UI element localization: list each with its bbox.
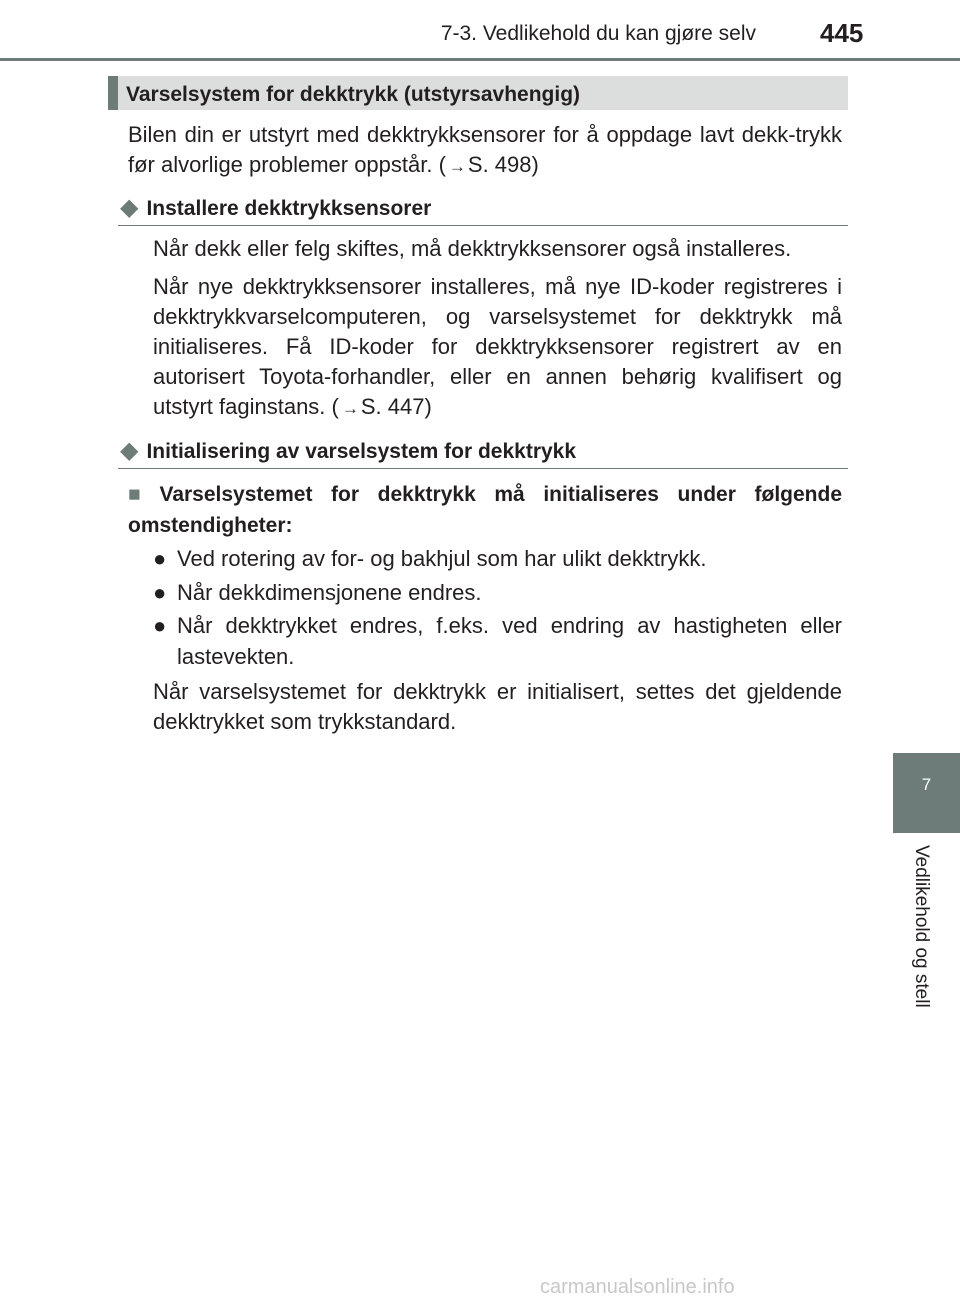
section2-rule: [118, 468, 848, 469]
page-number: 445: [820, 18, 864, 48]
section2-heading-text: Initialisering av varselsystem for dekktrykk: [146, 440, 577, 463]
list-item: [153, 610, 842, 672]
intro-text: Bilen din er utstyrt med dekktrykksensorer for å oppdage lavt dekk-trykk før alvorlige problemer oppstår. (: [128, 122, 842, 177]
arrow-right-icon: →: [341, 399, 359, 418]
section1-heading-text: Installere dekktrykksensorer: [146, 197, 432, 220]
section1-para2-text: Når nye dekktrykksensorer installeres, må nye ID-koder registreres i dekktrykkvarselcomputeren, og varselsystemet for dekktrykk må initialiseres. Få ID-koder for dekktrykksensorer registrert av en autorisert Toyota-forhandler, eller en annen behørig kvalifisert og utstyrt faginstans. (: [153, 274, 842, 419]
list-item: [153, 543, 842, 574]
bullet-dot-icon: ●: [153, 546, 167, 571]
bullet-dot-icon: ●: [153, 613, 167, 638]
diamond-icon: ◆: [120, 437, 139, 464]
section-header: 7-3. Vedlikehold du kan gjøre selv: [440, 22, 756, 45]
section1-ref-link[interactable]: S. 447): [360, 394, 432, 419]
section1-para2: [153, 272, 842, 424]
list-item-text: Ved rotering av for- og bakhjul som har ulikt dekktrykk.: [177, 546, 707, 571]
square-bullet-icon: ■: [128, 483, 154, 506]
page-title: Varselsystem for dekktrykk (utstyrsavhengig): [126, 83, 581, 106]
chapter-label: Vedlikehold og stell: [911, 845, 932, 1008]
section2-closing: Når varselsystemet for dekktrykk er initialisert, settes det gjeldende dekktrykket som trykkstandard.: [153, 679, 842, 734]
arrow-right-icon: →: [448, 157, 466, 176]
list-item-text: Når dekkdimensjonene endres.: [177, 580, 482, 605]
watermark: carmanualsonline.info: [540, 1276, 735, 1298]
chapter-number: 7: [921, 775, 932, 794]
list-item-text: Når dekktrykket endres, f.eks. ved endring av hastigheten eller lastevekten.: [177, 613, 842, 669]
section1-rule: [118, 225, 848, 226]
header-rule: [0, 58, 960, 61]
diamond-icon: ◆: [120, 194, 139, 221]
section1-heading: [120, 193, 431, 222]
bullet-dot-icon: ●: [153, 580, 167, 605]
section2-heading: [120, 436, 576, 465]
intro-ref-link[interactable]: S. 498): [467, 152, 539, 177]
section1-para1: Når dekk eller felg skiftes, må dekktrykksensorer også installeres.: [153, 236, 792, 261]
section2-subheading: [128, 479, 842, 541]
list-item: [153, 577, 842, 608]
section2-subheading-text: Varselsystemet for dekktrykk må initialiseres under følgende omstendigheter:: [128, 483, 842, 537]
intro-paragraph: [128, 120, 842, 182]
